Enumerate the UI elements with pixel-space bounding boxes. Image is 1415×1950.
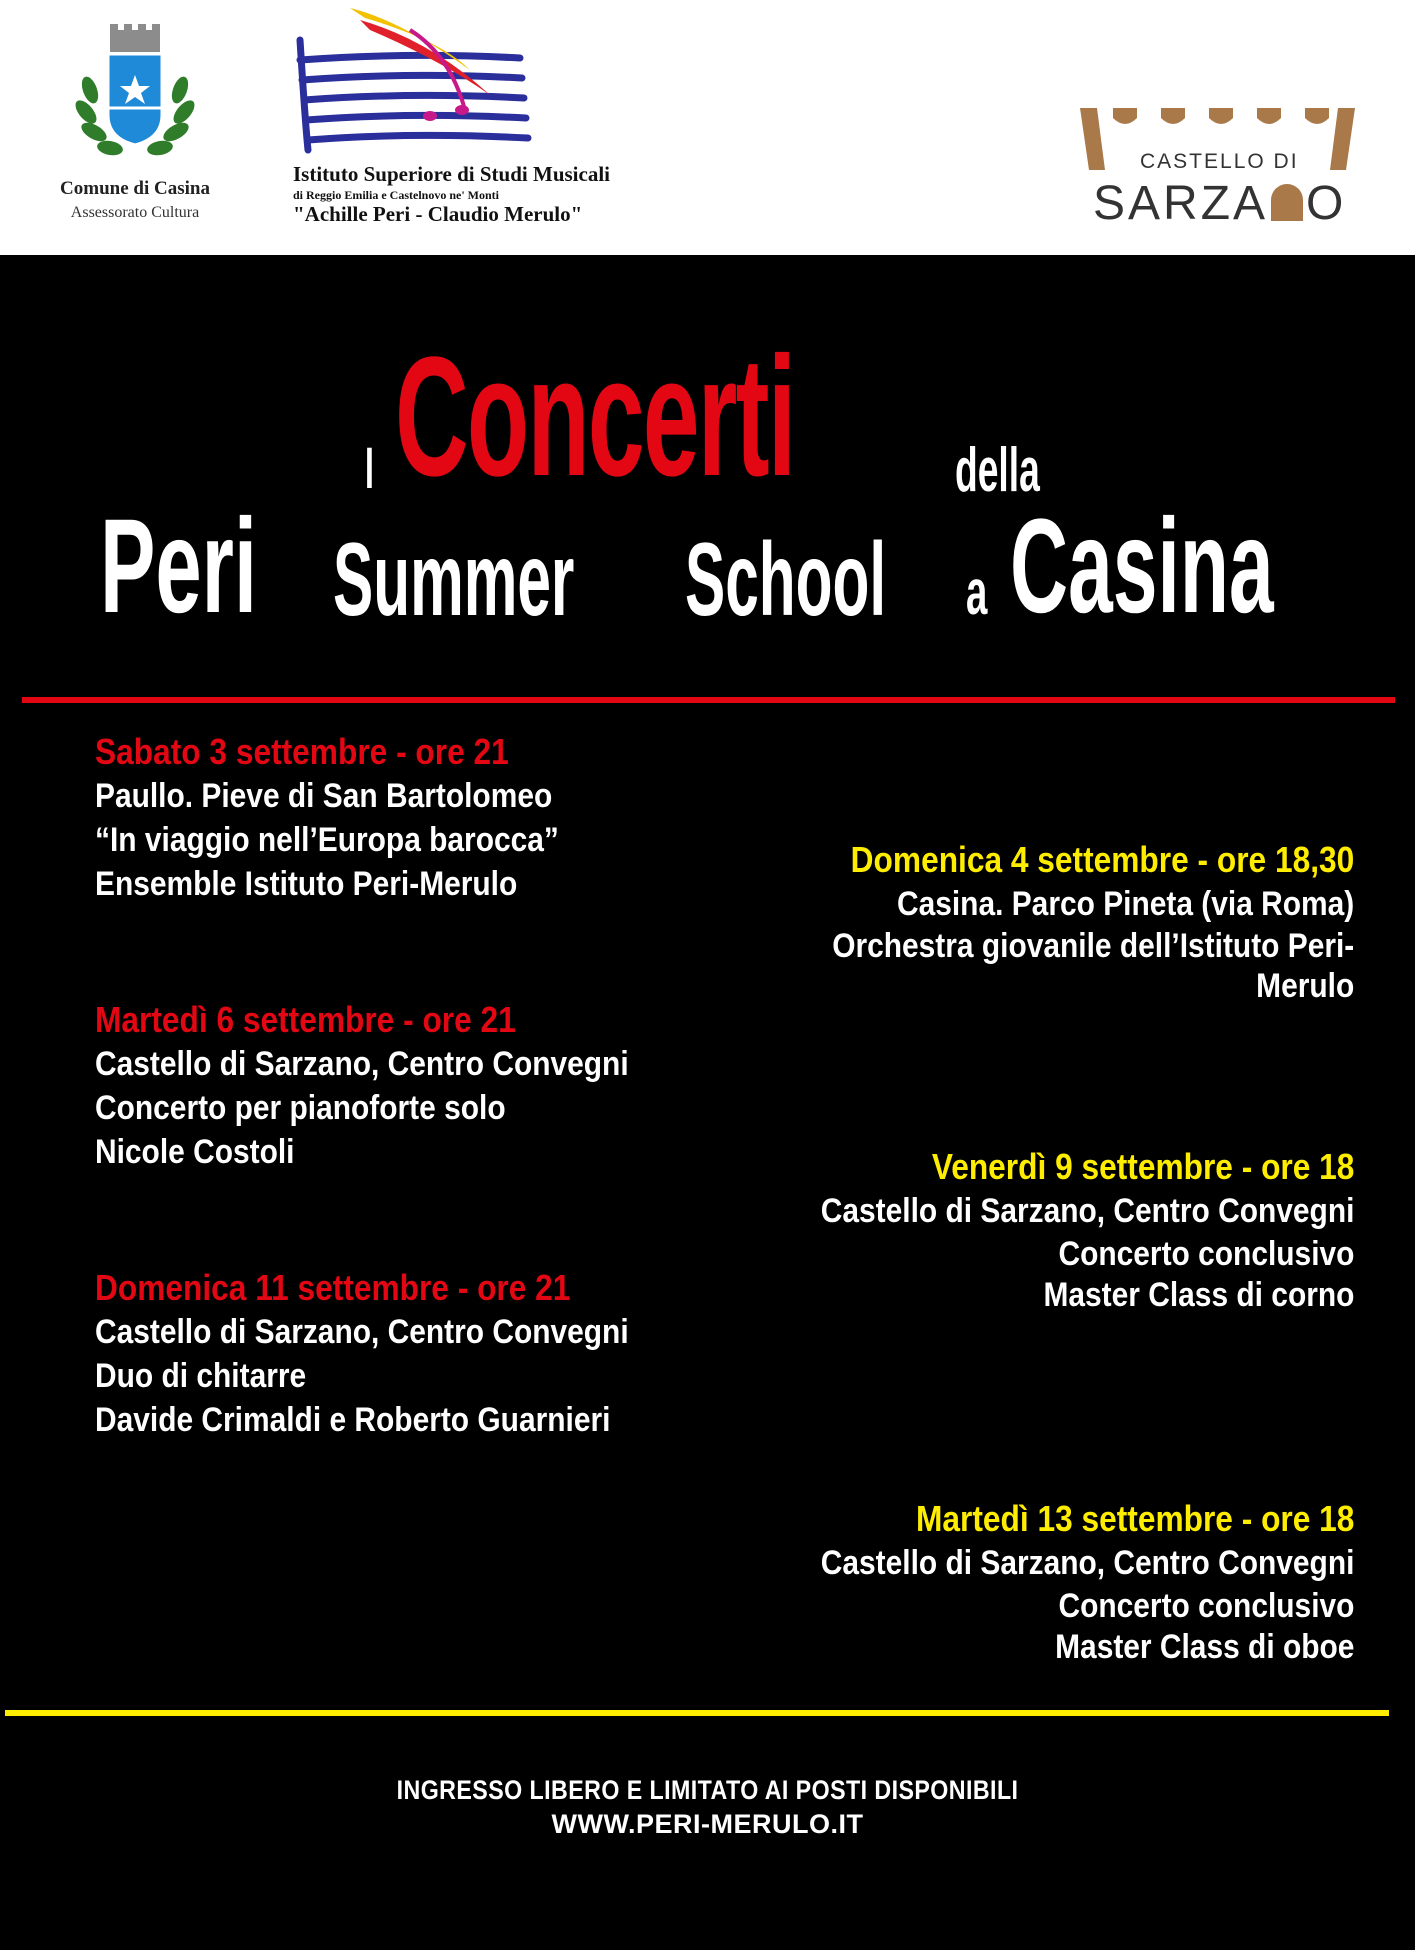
event-date: Martedì 13 settembre - ore 18: [915, 1498, 1354, 1539]
event-right-2: [748, 1145, 1354, 1315]
event-left-2: [95, 998, 701, 1174]
event-performer: Ensemble Istituto Peri-Merulo: [95, 865, 518, 903]
event-venue: Paullo. Pieve di San Bartolomeo: [95, 777, 553, 815]
event-date: Sabato 3 settembre - ore 21: [95, 731, 509, 772]
comune-name: Comune di Casina: [60, 178, 210, 199]
castle-label-left: SARZA: [1093, 177, 1269, 230]
admission-note: INGRESSO LIBERO E LIMITATO AI POSTI DISPONIBILI: [396, 1775, 1019, 1805]
footer: [0, 1773, 1415, 1841]
headline-word-casina: Casina: [1010, 492, 1274, 641]
music-staff-icon: [290, 0, 540, 155]
castle-label-right: O: [1306, 177, 1347, 230]
headline-word-della: della: [955, 436, 1040, 505]
event-venue: Casina. Parco Pineta (via Roma): [896, 885, 1354, 923]
headline-row-2: [0, 492, 1415, 650]
event-title: Orchestra giovanile dell’Istituto Peri-: [831, 927, 1354, 965]
event-title-cont: Merulo: [1255, 967, 1354, 1005]
headline-word-concerti: Concerti: [395, 322, 795, 512]
event-venue: Castello di Sarzano, Centro Convegni: [820, 1192, 1354, 1230]
event-date: Domenica 4 settembre - ore 18,30: [850, 839, 1354, 880]
headline: [0, 322, 1415, 660]
event-date: Domenica 11 settembre - ore 21: [95, 1267, 571, 1308]
institute-title: Istituto Superiore di Studi Musicali: [293, 162, 610, 186]
coat-of-arms-icon: [60, 20, 210, 170]
institute-name: "Achille Peri - Claudio Merulo": [293, 202, 583, 226]
headline-word-i: I: [365, 436, 374, 501]
event-title: Concerto conclusivo: [1058, 1587, 1354, 1625]
headline-word-summer: Summer: [333, 522, 575, 638]
comune-department: Assessorato Cultura: [70, 204, 200, 221]
castle-label-small: CASTELLO DI: [1140, 150, 1299, 173]
headline-word-school: School: [685, 522, 887, 638]
event-venue: Castello di Sarzano, Centro Convegni: [95, 1045, 629, 1083]
event-performer: Davide Crimaldi e Roberto Guarnieri: [95, 1401, 611, 1439]
event-venue: Castello di Sarzano, Centro Convegni: [95, 1313, 629, 1351]
red-divider: [22, 697, 1395, 703]
website-link[interactable]: WWW.PERI-MERULO.IT: [551, 1809, 864, 1839]
event-performer: Nicole Costoli: [95, 1133, 295, 1171]
event-date: Venerdì 9 settembre - ore 18: [931, 1146, 1354, 1187]
comune-logo: [40, 20, 230, 235]
event-title: Concerto per pianoforte solo: [95, 1089, 506, 1127]
event-venue: Castello di Sarzano, Centro Convegni: [820, 1544, 1354, 1582]
castle-arch-icon: [1271, 184, 1303, 221]
event-title: “In viaggio nell’Europa barocca”: [95, 821, 559, 859]
event-performer: Master Class di oboe: [1054, 1628, 1354, 1666]
event-right-1: [761, 838, 1354, 1006]
headline-word-peri: Peri: [100, 492, 258, 641]
event-title: Concerto conclusivo: [1058, 1235, 1354, 1273]
headline-word-a: a: [966, 556, 988, 628]
castle-label-big: [1093, 176, 1346, 231]
event-right-3: [748, 1497, 1354, 1667]
logo-header: [0, 0, 1415, 255]
event-title: Duo di chitarre: [95, 1357, 307, 1395]
castle-logo: [1075, 100, 1360, 230]
event-performer: Master Class di corno: [1043, 1276, 1354, 1314]
yellow-divider: [5, 1710, 1389, 1716]
event-left-1: [95, 730, 622, 906]
institute-subtitle: di Reggio Emilia e Castelnovo ne' Monti: [293, 188, 499, 202]
event-left-3: [95, 1266, 701, 1442]
institute-logo: [285, 0, 665, 235]
event-date: Martedì 6 settembre - ore 21: [95, 999, 516, 1040]
